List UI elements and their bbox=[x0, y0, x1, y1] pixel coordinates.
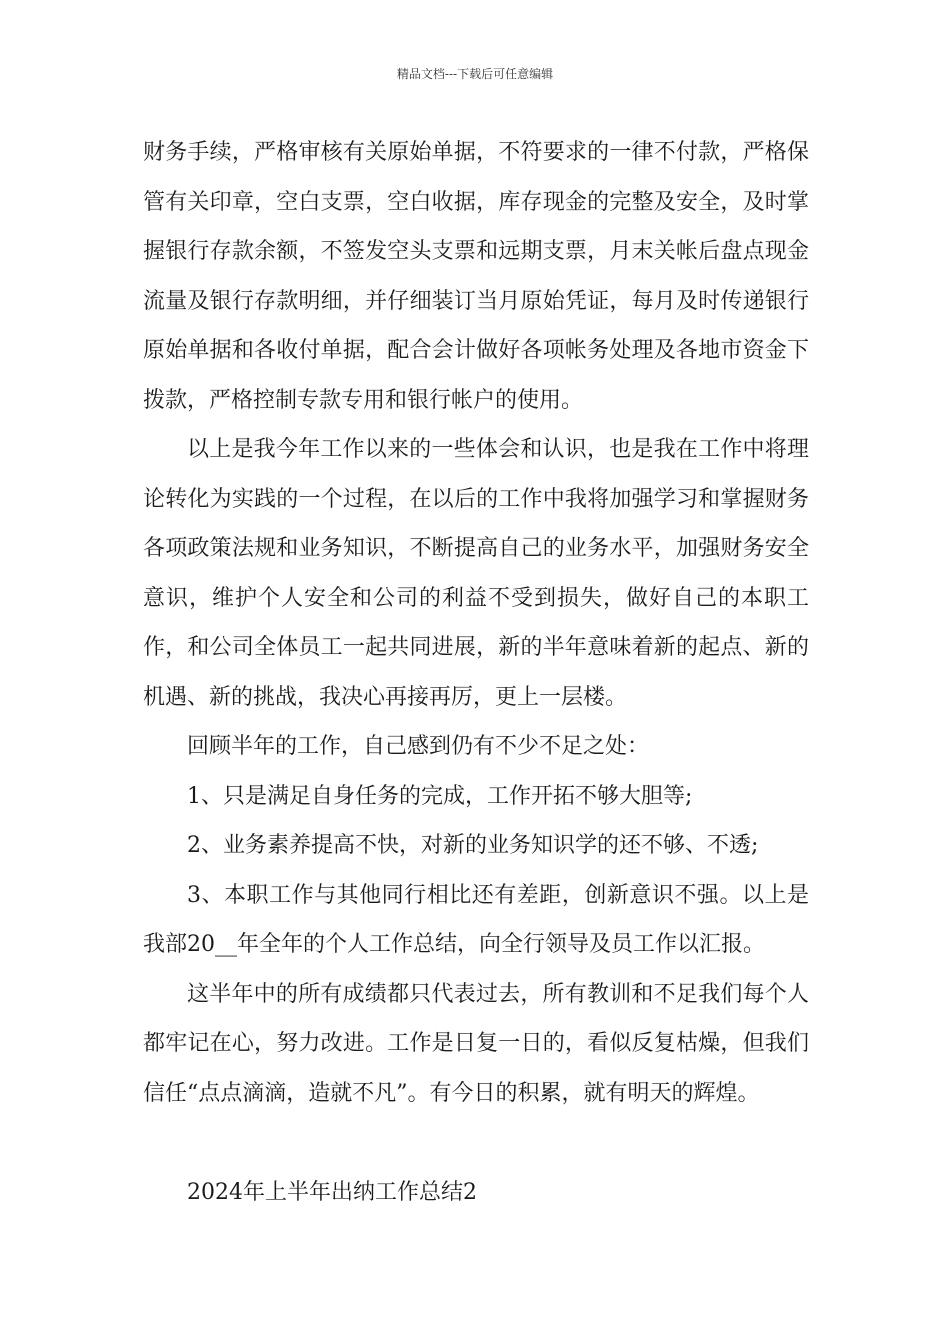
section-title: 2024年上半年出纳工作总结2 bbox=[187, 1179, 477, 1205]
paragraph-conclusion: 这半年中的所有成绩都只代表过去，所有教训和不足我们每个人都牢记在心，努力改进。工作是日复一日的，看似反复枯燥，但我们信任“点点滴滴，造就不凡”。有今日的积累，就有明天的辉煌。 bbox=[143, 981, 809, 1106]
paragraph-continuation: 财务手续，严格审核有关原始单据，不符要求的一律不付款，严格保管有关印章，空白支票，空白收据，库存现金的完整及安全，及时掌握银行存款余额，不签发空头支票和远期支票，月末关帐后盘点现金流量及银行存款明细，并仔细装订当月原始凭证，每月及时传递银行原始单据和各收付单据，配合会计做好各项帐务处理及各地市资金下拨款，严格控制专款专用和银行帐户的使用。 bbox=[143, 140, 809, 413]
paragraph-summary: 以上是我今年工作以来的一些体会和认识，也是我在工作中将理论转化为实践的一个过程，在以后的工作中我将加强学习和掌握财务各项政策法规和业务知识，不断提高自己的业务水平，加强财务安全意识，维护个人安全和公司的利益不受到损失，做好自己的本职工作，和公司全体员工一起共同进展，新的半年意味着新的起点、新的机遇、新的挑战，我决心再接再厉，更上一层楼。 bbox=[143, 437, 809, 710]
paragraph-review-intro: 回顾半年的工作，自己感到仍有不少不足之处： bbox=[187, 734, 650, 759]
page-header: 精品文档---下载后可任意编辑 bbox=[396, 67, 554, 81]
list-item-shortcoming-1: 1、只是满足自身任务的完成，工作开拓不够大胆等; bbox=[187, 783, 693, 809]
list-item-shortcoming-3: 3、本职工作与其他同行相比还有差距，创新意识不强。以上是我部20__年全年的个人工作总结，向全行领导及员工作以汇报。 bbox=[143, 882, 809, 957]
list-item-shortcoming-2: 2、业务素养提高不快，对新的业务知识学的还不够、不透; bbox=[187, 833, 759, 858]
document-body bbox=[143, 128, 809, 1217]
